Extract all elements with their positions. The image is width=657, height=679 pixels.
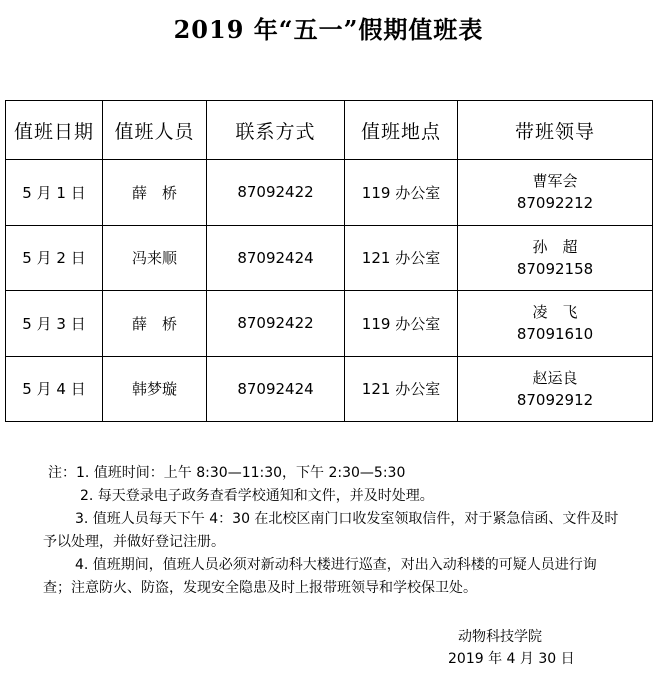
table-row (6, 225, 653, 291)
leader-name: 凌 飞 (532, 303, 578, 322)
cell-location: 121 办公室 (345, 225, 458, 291)
header-leader: 带班领导 (458, 101, 653, 160)
leader-name: 赵运良 (532, 368, 578, 387)
note-item: 注：1. 值班时间：上午 8:30—11:30，下午 2:30—5:30 (48, 465, 406, 481)
table-row (6, 356, 653, 422)
notes-section (43, 462, 623, 600)
leader-phone: 87092212 (516, 194, 594, 213)
leader-phone: 87092158 (516, 259, 594, 278)
cell-date: 5 月 3 日 (6, 291, 103, 357)
leader-name: 曹军会 (532, 172, 578, 191)
cell-person: 薛 桥 (103, 160, 207, 226)
cell-leader (458, 291, 653, 357)
table-row (6, 160, 653, 226)
cell-date: 5 月 1 日 (6, 160, 103, 226)
note-item: 3. 值班人员每天下午 4：30 在北校区南门口收发室领取信件，对于紧急信函、文件及时予以处理，并做好登记注册。 (43, 511, 619, 550)
cell-leader (458, 225, 653, 291)
cell-leader (458, 356, 653, 422)
document-title: 2019 年“五一”假期值班表 (173, 15, 484, 44)
header-location: 值班地点 (345, 101, 458, 160)
cell-location: 121 办公室 (345, 356, 458, 422)
leader-phone: 87091610 (516, 325, 594, 344)
header-date: 值班日期 (6, 101, 103, 160)
cell-phone: 87092424 (207, 356, 345, 422)
cell-person: 冯来顺 (103, 225, 207, 291)
cell-date: 5 月 4 日 (6, 356, 103, 422)
cell-location: 119 办公室 (345, 291, 458, 357)
cell-person: 薛 桥 (103, 291, 207, 357)
note-item: 4. 值班期间，值班人员必须对新动科大楼进行巡查，对出入动科楼的可疑人员进行询查；注意防火、防盗，发现安全隐患及时上报带班领导和学校保卫处。 (43, 557, 597, 596)
leader-name: 孙 超 (532, 237, 578, 256)
cell-date: 5 月 2 日 (6, 225, 103, 291)
note-item: 2. 每天登录电子政务查看学校通知和文件，并及时处理。 (80, 488, 434, 504)
cell-phone: 87092422 (207, 160, 345, 226)
cell-phone: 87092422 (207, 291, 345, 357)
cell-location: 119 办公室 (345, 160, 458, 226)
cell-person: 韩梦璇 (103, 356, 207, 422)
signature-org: 动物科技学院 (458, 629, 542, 645)
cell-phone: 87092424 (207, 225, 345, 291)
cell-leader (458, 160, 653, 226)
leader-phone: 87092912 (516, 390, 594, 409)
table-header-row (6, 101, 653, 160)
header-person: 值班人员 (103, 101, 207, 160)
duty-table (5, 100, 653, 422)
header-contact: 联系方式 (207, 101, 345, 160)
signature-date: 2019 年 4 月 30 日 (448, 651, 575, 667)
signature-block (448, 626, 608, 670)
table-row (6, 291, 653, 357)
